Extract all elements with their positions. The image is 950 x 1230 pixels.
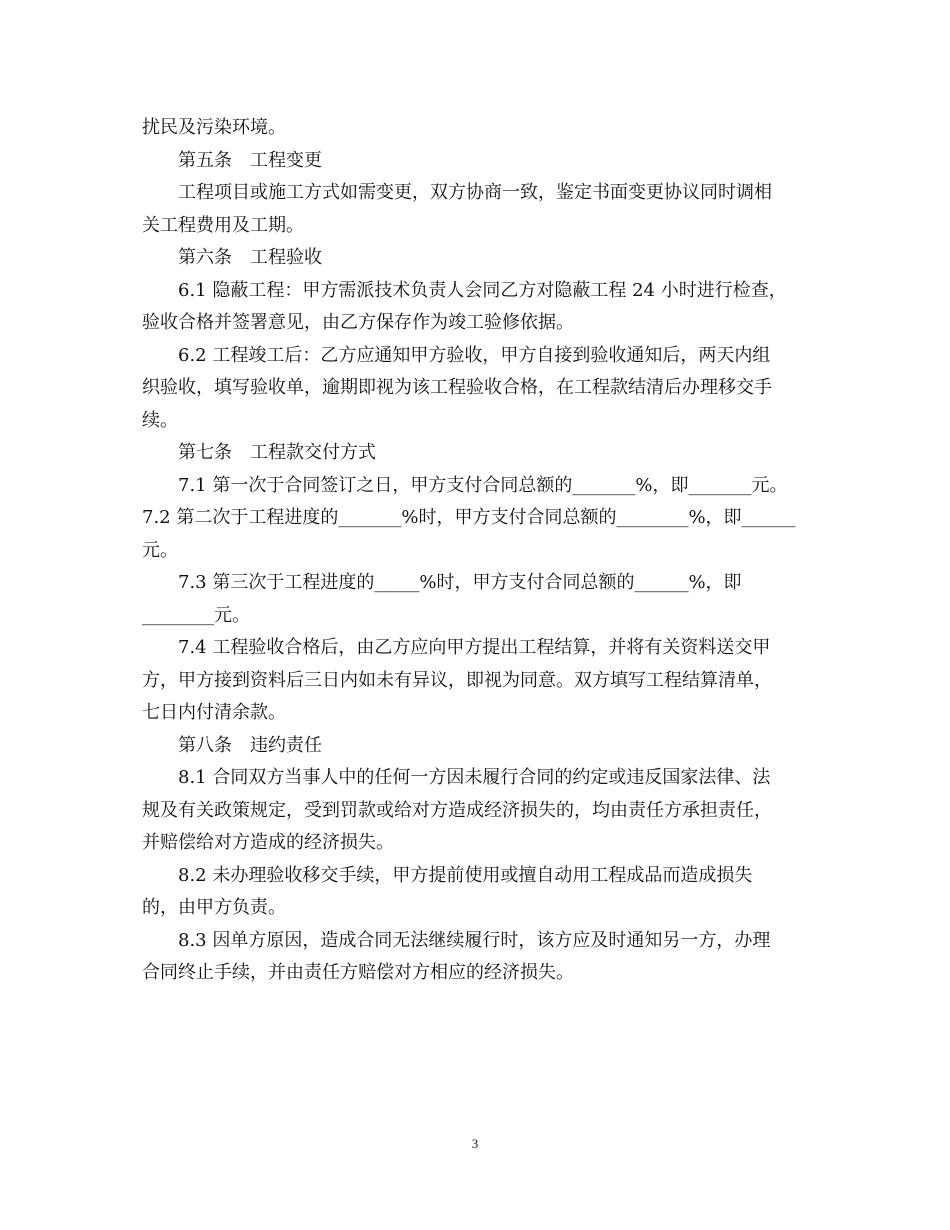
text-line: 合同终止手续，并由责任方赔偿对方相应的经济损失。	[142, 962, 574, 983]
section-heading: 第六条 工程验收	[178, 247, 322, 268]
text-line: 关工程费用及工期。	[142, 214, 304, 236]
text-line: 6.2 工程竣工后：乙方应通知甲方验收，甲方自接到验收通知后，两天内组	[178, 344, 771, 366]
text-line: 7.3 第三次于工程进度的_____%时，甲方支付合同总额的______%，即	[178, 572, 742, 593]
text-line: 8.2 未办理验收移交手续，甲方提前使用或擅自动用工程成品而造成损失	[178, 864, 753, 886]
text-line: 7.2 第二次于工程进度的_______%时，甲方支付合同总额的________%，即______	[142, 507, 796, 528]
section-heading: 第七条 工程款交付方式	[178, 442, 376, 463]
section-heading: 第五条 工程变更	[178, 149, 322, 171]
text-line: 扰民及污染环境。	[142, 117, 286, 138]
text-line: 6.1 隐蔽工程：甲方需派技术负责人会同乙方对隐蔽工程 24 小时进行检查，	[178, 279, 787, 301]
page-number: 3	[471, 1136, 479, 1151]
text-line: 织验收，填写验收单，逾期即视为该工程验收合格，在工程款结清后办理移交手	[142, 377, 772, 398]
section-heading: 第八条 违约责任	[178, 734, 322, 756]
text-line: 续。	[142, 409, 178, 431]
text-line: ________元。	[142, 604, 250, 626]
text-line: 验收合格并签署意见，由乙方保存作为竣工验修依据。	[142, 312, 574, 333]
text-line: 工程项目或施工方式如需变更，双方协商一致，鉴定书面变更协议同时调相	[178, 182, 772, 203]
text-line: 的，由甲方负责。	[142, 897, 286, 918]
text-line: 7.4 工程验收合格后，由乙方应向甲方提出工程结算，并将有关资料送交甲	[178, 637, 771, 658]
text-line: 七日内付清余款。	[142, 702, 286, 723]
text-line: 8.3 因单方原因，造成合同无法继续履行时，该方应及时通知另一方，办理	[178, 929, 771, 951]
text-line: 并赔偿给对方造成的经济损失。	[142, 832, 394, 853]
text-line: 8.1 合同双方当事人中的任何一方因未履行合同的约定或违反国家法律、法	[178, 767, 771, 788]
text-line: 规及有关政策规定，受到罚款或给对方造成经济损失的，均由责任方承担责任，	[142, 799, 772, 821]
document-body	[142, 112, 802, 990]
text-line: 7.1 第一次于合同签订之日，甲方支付合同总额的_______%，即_______元。	[178, 474, 788, 496]
text-line: 元。	[142, 539, 178, 561]
text-line: 方，甲方接到资料后三日内如未有异议，即视为同意。双方填写工程结算清单，	[142, 669, 772, 691]
